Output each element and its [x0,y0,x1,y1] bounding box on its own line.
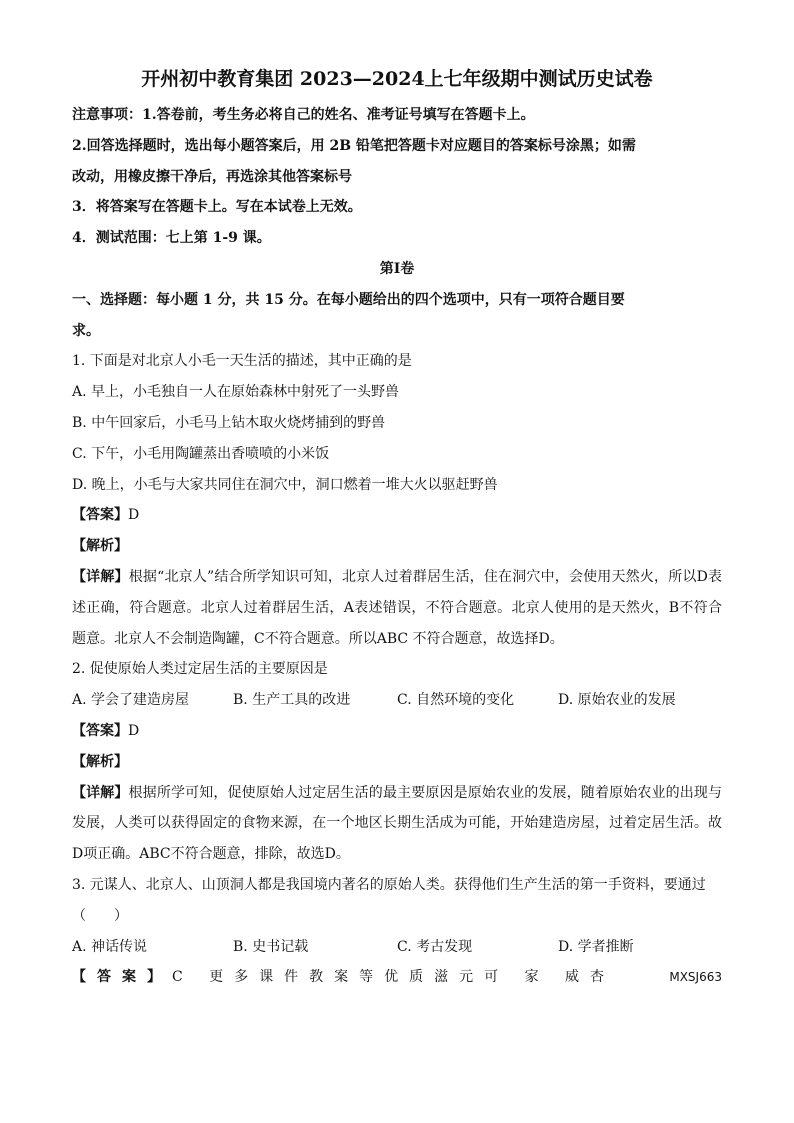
question-1-option-a: A. 早上，小毛独自一人在原始森林中射死了一头野兽 [72,384,400,401]
question-3-blank: （ ） [72,907,128,924]
answer-value: C 更多课件教案等优质滋元可 家 威杏 [172,969,616,986]
question-1-answer [72,500,722,531]
question-2-option-d: D. 原始农业的发展 [558,692,676,709]
detail-text: 根据“北京人”结合所学知识可知，北京人过着群居生活，住在洞穴中，会使用天然火，所以D表述正确，符合题意。北京人过着群居生活，A表述错误，不符合题意。北京人使用的是天然火，B不符合题意。北京人不会制造陶罐，C不符合题意。所以ABC 不符合题意，故选择D。 [72,568,723,647]
question-2-analysis-label: 【解析】 [72,753,128,770]
answer-label: 【答案】 [72,507,128,524]
question-2-answer [72,716,722,747]
question-1-option-d: D. 晚上，小毛与大家共同住在洞穴中，洞口燃着一堆大火以驱赶野兽 [72,476,498,493]
exam-page [72,66,722,993]
question-2-options [72,685,722,716]
question-2-option-c: C. 自然环境的变化 [397,692,515,709]
question-3-options [72,932,722,963]
note-4: 4．测试范围：七上第 1-9 课。 [72,230,271,247]
note-1: 注意事项：1.答卷前，考生务必将自己的姓名、准考证号填写在答题卡上。 [72,107,535,123]
answer-label: 【答案】 [72,722,128,739]
question-3-option-d: D. 学者推断 [558,938,634,955]
question-2-stem: 2. 促使原始人类过定居生活的主要原因是 [72,661,328,678]
detail-label: 【详解】 [72,784,129,801]
note-2b: 改动，用橡皮擦干净后，再选涂其他答案标号 [72,168,352,185]
page-title: 开州初中教育集团 2023—2024上七年级期中测试历史试卷 [141,68,653,90]
question-2-detail [72,778,722,870]
question-3-option-c: C. 考古发现 [397,938,473,955]
question-2-option-a: A. 学会了建造房屋 [72,692,190,709]
question-3-option-b: B. 史书记载 [233,938,309,955]
question-3-option-a: A. 神话传说 [72,938,148,955]
section-heading-cont: 求。 [72,322,100,339]
question-1-option-b: B. 中午回家后，小毛马上钻木取火烧烤捕到的野兽 [72,414,386,431]
answer-value: D [128,507,140,524]
watermark-code: MXSJ663 [669,970,722,985]
note-2a: 2.回答选择题时，选出每小题答案后，用 2B 铅笔把答题卡对应题目的答案标号涂黑；如需 [72,137,636,154]
question-1-option-c: C. 下午，小毛用陶罐蒸出香喷喷的小米饭 [72,445,330,462]
question-1-detail [72,562,722,654]
answer-line [72,962,615,993]
question-1-analysis-label: 【解析】 [72,538,128,555]
detail-label: 【详解】 [72,568,129,585]
note-3: 3．将答案写在答题卡上。写在本试卷上无效。 [72,199,362,216]
answer-value: D [128,722,140,739]
question-3-answer [72,962,722,993]
detail-text: 根据所学可知，促使原始人过定居生活的最主要原因是原始农业的发展，随着原始农业的出现与发展，人类可以获得固定的食物来源，在一个地区长期生活成为可能，开始建造房屋，过着定居生活。故D项正确。ABC不符合题意，排除，故选D。 [72,784,723,863]
answer-label: 【答案】 [72,969,172,986]
question-3-stem: 3. 元谋人、北京人、山顶洞人都是我国境内著名的原始人类。获得他们生产生活的第一手资料，要通过 [72,876,706,893]
question-2-option-b: B. 生产工具的改进 [233,692,351,709]
question-1-stem: 1. 下面是对北京人小毛一天生活的描述，其中正确的是 [72,353,412,370]
section-heading: 一、选择题：每小题 1 分，共 15 分。在每小题给出的四个选项中，只有一项符合题目要 [72,291,625,308]
volume-heading: 第Ⅰ卷 [379,260,415,277]
